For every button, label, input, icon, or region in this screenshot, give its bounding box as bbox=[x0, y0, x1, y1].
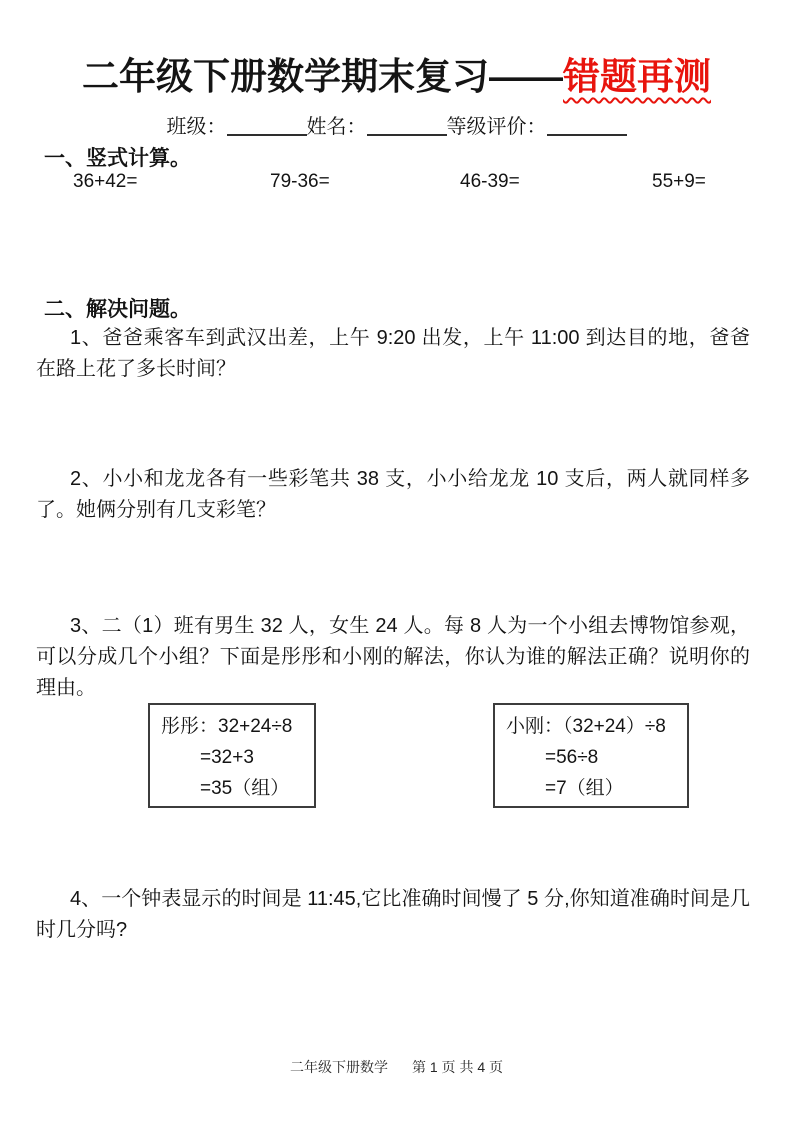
solution-line: 彤彤：32+24÷8 bbox=[161, 716, 293, 737]
page-title bbox=[0, 46, 793, 100]
problem-2: 2、小小和龙龙各有一些彩笔共 38 支，小小给龙龙 10 支后，两人就同样多了。她俩分别有几支彩笔？ bbox=[36, 468, 750, 521]
footer-page-number: 第 1 页 共 4 页 bbox=[411, 1059, 504, 1075]
calc-problem-2: 79-36= bbox=[270, 171, 330, 192]
solution-box-xiaogang bbox=[493, 703, 689, 808]
solution-line: 小刚：（32+24）÷8 bbox=[506, 716, 666, 737]
calc-problem-1: 36+42= bbox=[73, 171, 138, 192]
class-blank-line bbox=[227, 112, 307, 136]
student-info-line bbox=[0, 109, 793, 139]
footer-book-title: 二年级下册数学 bbox=[289, 1059, 388, 1075]
problem-1: 1、爸爸乘客车到武汉出差，上午 9:20 出发，上午 11:00 到达目的地，爸爸在路上花了多长时间？ bbox=[36, 327, 750, 380]
solution-box-tongtong bbox=[148, 703, 316, 808]
title-red-highlight: 错题再测 bbox=[563, 56, 711, 97]
section-1-heading: 一、竖式计算。 bbox=[44, 147, 191, 170]
calc-problem-4: 55+9= bbox=[652, 171, 706, 192]
problem-3: 3、二（1）班有男生 32 人，女生 24 人。每 8 人为一个小组去博物馆参观，可以分成几个小组？下面是彤彤和小刚的解法，你认为谁的解法正确？说明你的理由。 bbox=[36, 615, 750, 699]
solution-line: =32+3 bbox=[200, 747, 254, 768]
section-2-heading: 二、解决问题。 bbox=[44, 298, 191, 321]
grade-blank-line bbox=[547, 112, 627, 136]
name-label: 姓名： bbox=[306, 116, 367, 138]
solution-line: =56÷8 bbox=[545, 747, 599, 768]
page-footer bbox=[0, 1057, 793, 1077]
solution-line: =35（组） bbox=[200, 778, 290, 799]
grade-label: 等级评价： bbox=[446, 116, 547, 138]
calc-problems-row bbox=[0, 171, 793, 197]
solution-line: =7（组） bbox=[545, 778, 624, 799]
problem-4: 4、一个钟表显示的时间是 11:45,它比准确时间慢了 5 分,你知道准确时间是几时几分吗? bbox=[36, 888, 750, 941]
calc-problem-3: 46-39= bbox=[460, 171, 520, 192]
name-blank-line bbox=[367, 112, 447, 136]
class-label: 班级： bbox=[166, 116, 227, 138]
title-main-text: 二年级下册数学期末复习—— bbox=[82, 56, 563, 97]
